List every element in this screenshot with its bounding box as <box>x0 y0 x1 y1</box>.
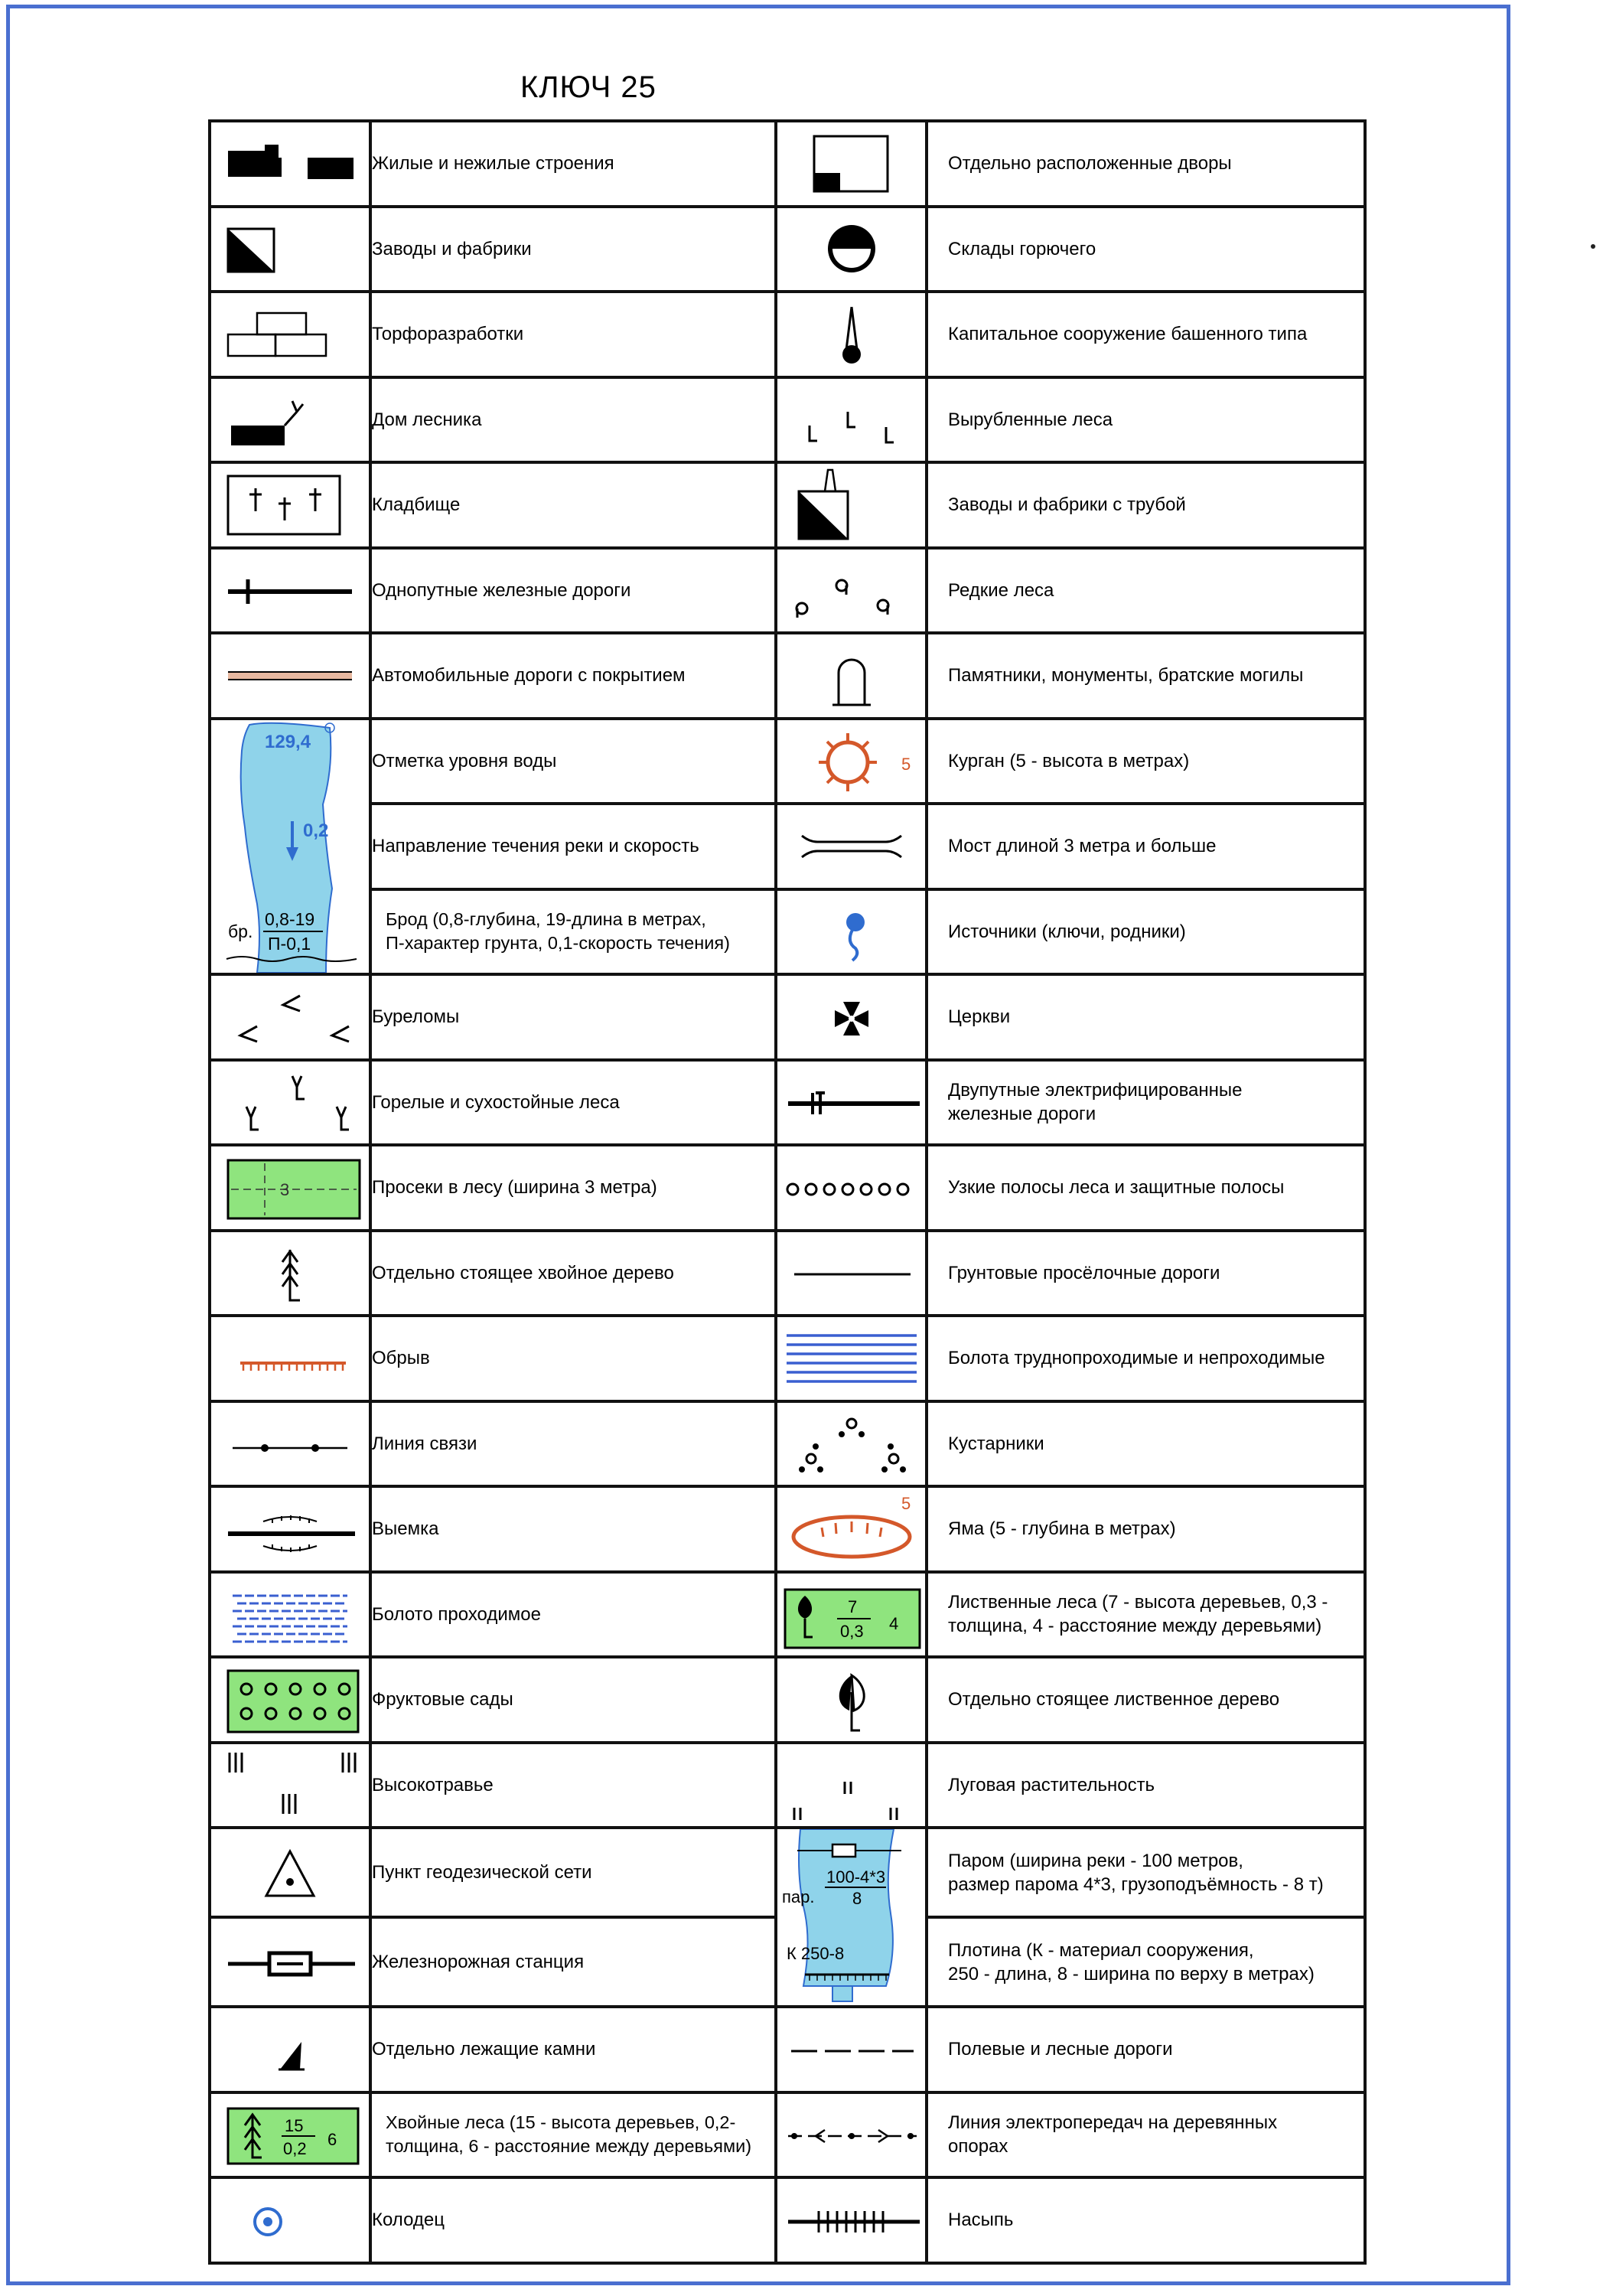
page-title: КЛЮЧ 25 <box>520 70 657 104</box>
conifer-spacing: 6 <box>327 2130 337 2150</box>
legend-table <box>208 119 1367 2265</box>
shrubs-icon <box>776 1401 927 1487</box>
pit-icon <box>776 1486 927 1572</box>
pit-depth: 5 <box>901 1493 911 1513</box>
legend-label: Пункт геодезической сети <box>370 1828 776 1917</box>
ferry-bottom: 8 <box>852 1889 862 1908</box>
legend-label: Вырубленные леса <box>927 377 1365 463</box>
burnt-forest-icon <box>210 1060 370 1146</box>
legend-label: Жилые и нежилые строения <box>370 121 776 207</box>
ford-prefix: бр. <box>228 921 253 941</box>
legend-label: Болота труднопроходимые и непроходимые <box>927 1316 1365 1401</box>
table-row <box>210 1486 1365 1572</box>
legend-label: Линия электропередач на деревянных опорах <box>927 2092 1365 2178</box>
cutting-icon <box>210 1486 370 1572</box>
ferry-prefix: пар. <box>781 1887 814 1906</box>
church-icon <box>776 974 927 1060</box>
table-row <box>210 1145 1365 1231</box>
peat-icon <box>210 292 370 377</box>
legend-label: Склады горючего <box>927 207 1365 292</box>
legend-label: Фруктовые сады <box>370 1657 776 1743</box>
legend-label: Лиственные леса (7 - высота деревьев, 0,3 - толщина, 4 - расстояние между деревьями) <box>927 1572 1365 1658</box>
river-icons <box>210 719 370 975</box>
legend-label: Грунтовые просёлочные дороги <box>927 1231 1365 1316</box>
tall-grass-icon <box>210 1743 370 1828</box>
buildings-icon <box>210 121 370 207</box>
table-row <box>210 1231 1365 1316</box>
legend-label: Заводы и фабрики <box>370 207 776 292</box>
table-row <box>210 1316 1365 1401</box>
table-row <box>210 377 1365 463</box>
legend-label: Хвойные леса (15 - высота деревьев, 0,2- толщина, 6 - расстояние между деревьями) <box>370 2092 776 2178</box>
table-row <box>210 292 1365 377</box>
table-row <box>210 2177 1365 2263</box>
table-row <box>210 1743 1365 1828</box>
ferry-top: 100-4*3 <box>826 1867 885 1887</box>
meadow-icon <box>776 1743 927 1828</box>
legend-label: Курган (5 - высота в метрах) <box>927 719 1365 804</box>
legend-label: Заводы и фабрики с трубой <box>927 462 1365 548</box>
legend-label: Отдельно стоящее лиственное дерево <box>927 1657 1365 1743</box>
table-row <box>210 804 1365 889</box>
legend-label: Направление течения реки и скорость <box>370 804 776 889</box>
table-row <box>210 1657 1365 1743</box>
table-row <box>210 889 1365 975</box>
well-icon <box>210 2177 370 2263</box>
table-row <box>210 1828 1365 1917</box>
legend-label: Церкви <box>927 974 1365 1060</box>
legend-label: Узкие полосы леса и защитные полосы <box>927 1145 1365 1231</box>
table-row <box>210 719 1365 804</box>
legend-label: Капитальное сооружение башенного типа <box>927 292 1365 377</box>
legend-label: Отдельно стоящее хвойное дерево <box>370 1231 776 1316</box>
table-row <box>210 1572 1365 1658</box>
legend-label: Кладбище <box>370 462 776 548</box>
legend-label: Мост длиной 3 метра и больше <box>927 804 1365 889</box>
conifer-forest-icon <box>210 2092 370 2178</box>
conifer-tree-icon <box>210 1231 370 1316</box>
ford-bottom: П-0,1 <box>268 933 311 954</box>
legend-label: Редкие леса <box>927 548 1365 634</box>
legend-label: Горелые и сухостойные леса <box>370 1060 776 1146</box>
legend-label: Отметка уровня воды <box>370 719 776 804</box>
power-line-icon <box>776 2092 927 2178</box>
table-row <box>210 2092 1365 2178</box>
legend-label: Торфоразработки <box>370 292 776 377</box>
legend-label: Однопутные железные дороги <box>370 548 776 634</box>
legend-label: Дом лесника <box>370 377 776 463</box>
stray-dot <box>1591 244 1595 249</box>
legend-label: Двупутные электрифицированные железные дороги <box>927 1060 1365 1146</box>
kurgan-icon <box>776 719 927 804</box>
flow-speed-value: 0,2 <box>303 820 329 841</box>
factory-chimney-icon <box>776 462 927 548</box>
legend-label: Линия связи <box>370 1401 776 1487</box>
legend-label: Памятники, монументы, братские могилы <box>927 633 1365 719</box>
legend-label: Брод (0,8-глубина, 19-длина в метрах, П-характер грунта, 0,1-скорость течения) <box>370 889 776 975</box>
legend-label: Насыпь <box>927 2177 1365 2263</box>
ford-top: 0,8-19 <box>265 908 315 929</box>
legend-label: Луговая растительность <box>927 1743 1365 1828</box>
deciduous-tree-icon <box>776 1657 927 1743</box>
windfall-icon <box>210 974 370 1060</box>
legend-label: Высокотравье <box>370 1743 776 1828</box>
legend-label: Полевые и лесные дороги <box>927 2007 1365 2092</box>
paved-road-icon <box>210 633 370 719</box>
dam-value: К 250-8 <box>786 1944 844 1963</box>
legend-label: Отдельно расположенные дворы <box>927 121 1365 207</box>
kurgan-height: 5 <box>901 755 911 775</box>
conifer-height: 15 <box>285 2116 304 2136</box>
field-road-icon <box>776 2007 927 2092</box>
forest-strip-icon <box>776 1145 927 1231</box>
deciduous-forest-icon <box>776 1572 927 1658</box>
orchard-icon <box>210 1657 370 1743</box>
legend-label: Обрыв <box>370 1316 776 1401</box>
legend-label: Плотина (К - материал сооружения, 250 - длина, 8 - ширина по верху в метрах) <box>927 1917 1365 2007</box>
legend-label: Кустарники <box>927 1401 1365 1487</box>
legend-label: Просеки в лесу (ширина 3 метра) <box>370 1145 776 1231</box>
passable-swamp-icon <box>210 1572 370 1658</box>
boulders-icon <box>210 2007 370 2092</box>
forest-spacing: 4 <box>888 1614 898 1634</box>
table-row <box>210 1060 1365 1146</box>
comm-line-icon <box>210 1401 370 1487</box>
sparse-forest-icon <box>776 548 927 634</box>
railway-station-icon <box>210 1917 370 2007</box>
legend-label: Паром (ширина реки - 100 метров, размер парома 4*3, грузоподъёмность - 8 т) <box>927 1828 1365 1917</box>
legend-label: Болото проходимое <box>370 1572 776 1658</box>
embankment-icon <box>776 2177 927 2263</box>
forest-height: 7 <box>847 1597 857 1617</box>
table-row <box>210 633 1365 719</box>
table-row <box>210 462 1365 548</box>
table-row <box>210 974 1365 1060</box>
impassable-swamp-icon <box>776 1316 927 1401</box>
forest-thickness: 0,3 <box>839 1622 864 1642</box>
electric-railway-icon <box>776 1060 927 1146</box>
legend-label: Выемка <box>370 1486 776 1572</box>
spring-icon <box>776 889 927 975</box>
legend-label: Источники (ключи, родники) <box>927 889 1365 975</box>
conifer-thickness: 0,2 <box>283 2139 307 2159</box>
table-row <box>210 121 1365 207</box>
cliff-icon <box>210 1316 370 1401</box>
bridge-icon <box>776 804 927 889</box>
dirt-road-icon <box>776 1231 927 1316</box>
table-row <box>210 207 1365 292</box>
geodetic-point-icon <box>210 1828 370 1917</box>
fuel-depot-icon <box>776 207 927 292</box>
cemetery-icon <box>210 462 370 548</box>
forester-house-icon <box>210 377 370 463</box>
ferry-dam-icons <box>776 1828 927 2007</box>
table-row <box>210 1401 1365 1487</box>
legend-label: Автомобильные дороги с покрытием <box>370 633 776 719</box>
clearing-width: 3 <box>280 1179 290 1199</box>
tower-icon <box>776 292 927 377</box>
legend-label: Отдельно лежащие камни <box>370 2007 776 2092</box>
monument-icon <box>776 633 927 719</box>
legend-label: Железнорожная станция <box>370 1917 776 2007</box>
legend-label: Яма (5 - глубина в метрах) <box>927 1486 1365 1572</box>
legend-label: Буреломы <box>370 974 776 1060</box>
table-row <box>210 2007 1365 2092</box>
cut-forest-icon <box>776 377 927 463</box>
single-railway-icon <box>210 548 370 634</box>
clearing-icon <box>210 1145 370 1231</box>
yard-icon <box>776 121 927 207</box>
table-row <box>210 548 1365 634</box>
factory-icon <box>210 207 370 292</box>
water-level-value: 129,4 <box>265 731 311 752</box>
legend-label: Колодец <box>370 2177 776 2263</box>
